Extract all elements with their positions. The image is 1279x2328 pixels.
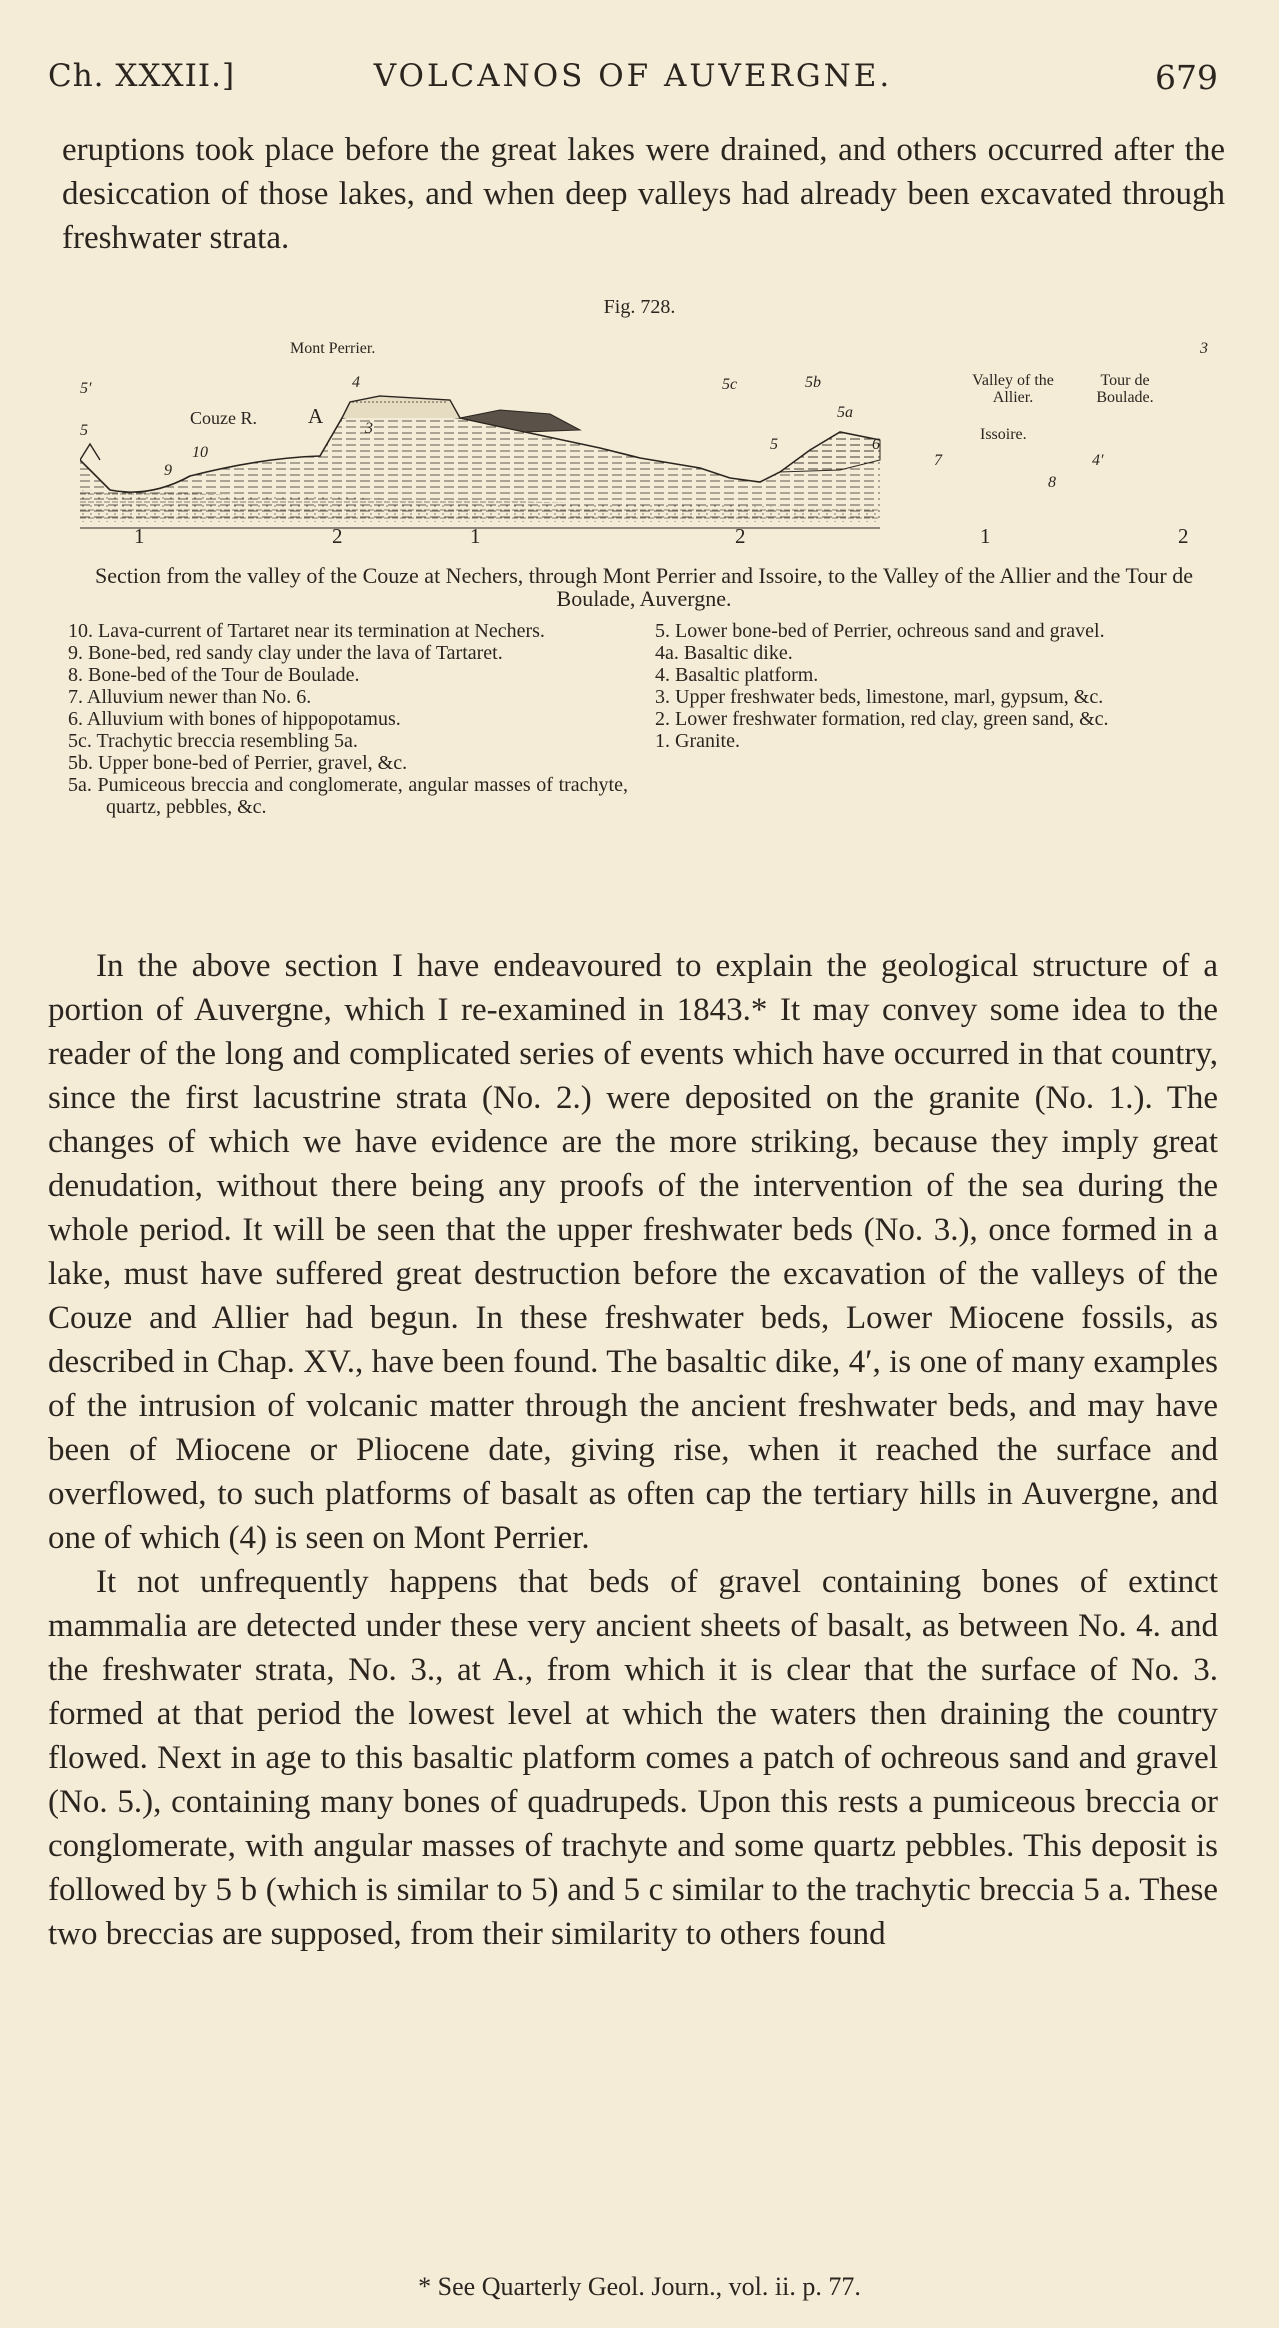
label-5a: 5a <box>837 404 853 421</box>
label-mont-perrier: Mont Perrier. <box>290 340 376 357</box>
intro-paragraph: eruptions took place before the great lakes were drained, and others occurred after the desiccation of those lakes, and when deep valleys had already been excavated through freshwater strata. <box>62 132 1225 256</box>
bottom-label-2c: 2 <box>1178 524 1189 548</box>
legend-item: 9. Bone-bed, red sandy clay under the lava of Tartaret. <box>68 642 503 664</box>
running-head <box>48 58 1218 102</box>
legend-item: 5c. Trachytic breccia resembling 5a. <box>68 730 358 752</box>
label-6: 6 <box>872 436 880 453</box>
label-5: 5 <box>80 422 88 439</box>
label-5prime: 5′ <box>80 380 92 397</box>
label-tour-boulade: Tour de Boulade. <box>1096 372 1154 406</box>
label-9: 9 <box>164 462 172 479</box>
geological-section-figure <box>80 340 1208 552</box>
legend-item: 10. Lava-current of Tartaret near its termination at Nechers. <box>68 620 545 642</box>
legend-item: 5. Lower bone-bed of Perrier, ochreous sand and gravel. <box>655 620 1105 642</box>
bottom-label-2a: 2 <box>332 524 343 548</box>
legend-item: 6. Alluvium with bones of hippopotamus. <box>68 708 401 730</box>
label-5-second: 5 <box>770 436 778 453</box>
label-10: 10 <box>192 444 208 461</box>
legend-item: 5a. Pumiceous breccia and conglomerate, angular masses of trachyte, quartz, pebbles, &c. <box>68 774 628 818</box>
label-4prime: 4′ <box>1092 452 1104 469</box>
legend-item: 2. Lower freshwater formation, red clay, green sand, &c. <box>655 708 1109 730</box>
legend-item: 5b. Upper bone-bed of Perrier, gravel, &c. <box>68 752 408 774</box>
body-paragraph: In the above section I have endeavoured to explain the geological structure of a portion of Auvergne, which I re-examined in 1843.* It may convey some idea to the reader of the long and complicated series of events which have occurred in that country, since the first lacustrine strata (No. 2.) were deposited on the granite (No. 1.). The changes of which we have evidence are the more striking, because they imply great denudation, without there being any proofs of the intervention of the sea during the whole period. It will be seen that the upper freshwater beds (No. 3.), once formed in a lake, must have suffered great destruction before the excavation of the valleys of the Couze and Allier had begun. In these freshwater beds, Lower Miocene fossils, as described in Chap. XV., have been found. The basaltic dike, 4′, is one of many examples of the intrusion of volcanic matter through the ancient freshwater beds, and may have been of Miocene or Pliocene date, giving rise, when it reached the surface and overflowed, to such platforms of basalt as often cap the tertiary hills in Auvergne, and one of which (4) is seen on Mont Perrier. <box>48 948 1218 1556</box>
page-title: VOLCANOS OF AUVERGNE. <box>373 58 893 94</box>
bottom-label-2b: 2 <box>735 524 746 548</box>
label-4: 4 <box>352 374 360 391</box>
legend-item: 1. Granite. <box>655 730 740 752</box>
bottom-label-1b: 1 <box>470 524 481 548</box>
figure-title: Fig. 728. <box>603 296 676 318</box>
footnote: * See Quarterly Geol. Journ., vol. ii. p. 77. <box>418 2272 861 2301</box>
figure-caption: Section from the valley of the Couze at Nechers, through Mont Perrier and Issoire, to the Valley of the Allier and the Tour de Boulade, Auvergne. <box>95 563 1193 611</box>
chapter-label: Ch. XXXII.] <box>48 58 236 94</box>
legend-item: 3. Upper freshwater beds, limestone, marl, gypsum, &c. <box>655 686 1104 708</box>
page-number: 679 <box>1155 58 1218 97</box>
label-5b: 5b <box>805 374 821 391</box>
couze-cliff <box>80 444 100 460</box>
label-3-left: 3 <box>365 420 373 437</box>
legend-item: 4. Basaltic platform. <box>655 664 819 686</box>
label-issoire: Issoire. <box>980 426 1027 443</box>
legend-right-column <box>655 620 1222 752</box>
label-5c: 5c <box>722 376 738 393</box>
bottom-label-1a: 1 <box>134 524 145 548</box>
bottom-label-1c: 1 <box>980 524 991 548</box>
legend-item: 7. Alluvium newer than No. 6. <box>68 686 312 708</box>
label-7: 7 <box>934 452 942 469</box>
label-couze-river: Couze R. <box>190 408 257 428</box>
intro-paragraph-block <box>62 128 1225 260</box>
body-paragraph: It not unfrequently happens that beds of gravel containing bones of extinct mammalia are detected under these very ancient sheets of basalt, as between No. 4. and the freshwater strata, No. 3., at A., from which it is clear that the surface of No. 3. formed at that period the lowest level at which the waters then draining the country flowed. Next in age to this basaltic platform comes a patch of ochreous sand and gravel (No. 5.), containing many bones of quadrupeds. Upon this rests a pumiceous breccia or conglomerate, with angular masses of trachyte and some quartz pebbles. This deposit is followed by 5 b (which is similar to 5) and 5 c similar to the trachytic breccia 5 a. These two breccias are supposed, from their similarity to others found <box>48 1564 1218 1952</box>
label-3-right: 3 <box>1200 340 1208 357</box>
legend-left-column <box>68 620 628 818</box>
basaltic-platform <box>342 396 460 418</box>
main-text <box>48 944 1218 1956</box>
label-8: 8 <box>1048 474 1056 491</box>
legend-item: 8. Bone-bed of the Tour de Boulade. <box>68 664 360 686</box>
label-valley-allier: Valley of the Allier. <box>972 372 1054 406</box>
legend-item: 4a. Basaltic dike. <box>655 642 793 664</box>
label-a: A <box>308 404 324 428</box>
